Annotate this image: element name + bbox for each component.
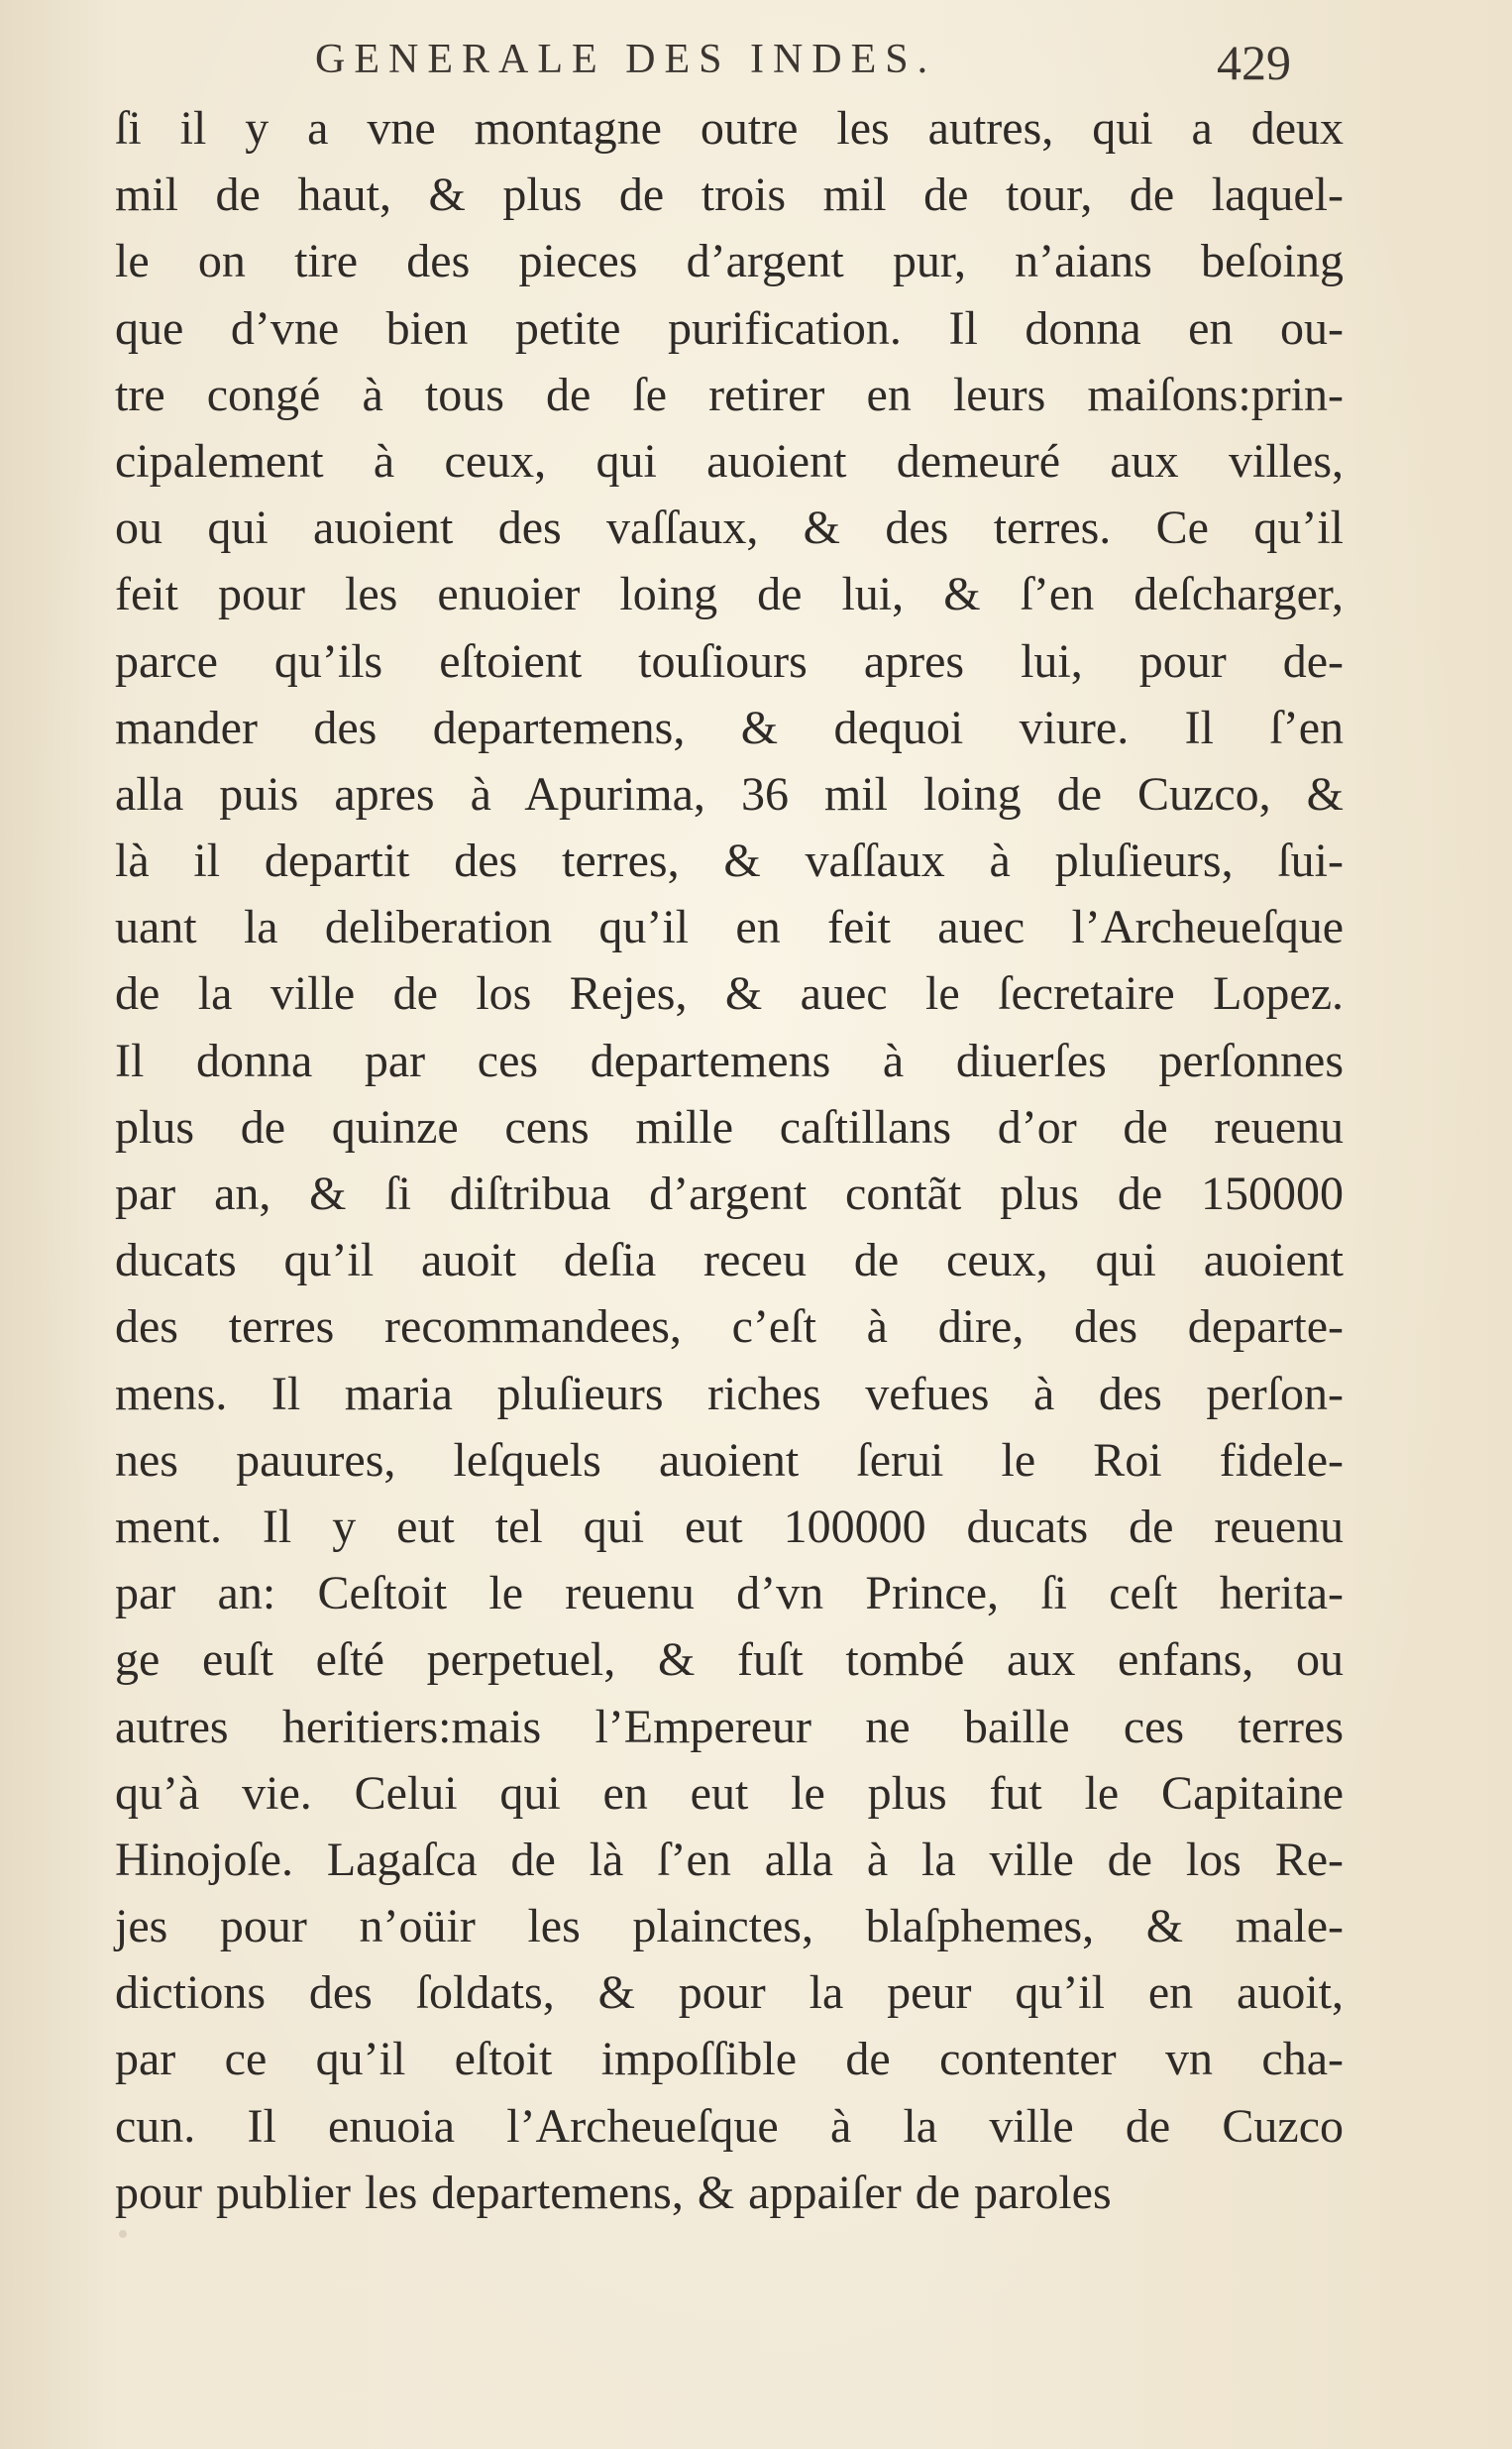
- text-line: le on tire des pieces d’argent pur, n’aians beſoing: [115, 235, 1344, 288]
- text-line: Hinojoſe. Lagaſca de là ſ’en alla à la ville de los Re-: [115, 1833, 1344, 1886]
- text-line: mander des departemens, & dequoi viure. Il ſ’en: [115, 701, 1344, 754]
- text-line: dictions des ſoldats, & pour la peur qu’il en auoit,: [115, 1966, 1344, 2020]
- text-line: feit pour les enuoier loing de lui, & ſ’en deſcharger,: [115, 568, 1344, 621]
- text-line: pour publier les departemens, & appaiſer de paroles: [115, 2166, 1112, 2219]
- text-line: par an, & ſi diſtribua d’argent contãt plus de 150000: [115, 1168, 1344, 1220]
- text-line: ment. Il y eut tel qui eut 100000 ducats de reuenu: [115, 1500, 1344, 1553]
- text-line: ducats qu’il auoit deſia receu de ceux, qui auoient: [115, 1234, 1344, 1287]
- running-title: GENERALE DES INDES.: [315, 37, 937, 82]
- text-line: Il donna par ces departemens à diuerſes perſonnes: [115, 1034, 1344, 1087]
- text-line: des terres recommandees, c’eſt à dire, des departe-: [115, 1300, 1344, 1354]
- text-line: alla puis apres à Apurima, 36 mil loing de Cuzco, &: [115, 767, 1344, 821]
- text-line: par an: Ceſtoit le reuenu d’vn Prince, ſi ceſt herita-: [115, 1567, 1344, 1620]
- text-line: ſi il y a vne montagne outre les autres, qui a deux: [115, 102, 1344, 155]
- text-line: ou qui auoient des vaſſaux, & des terres. Ce qu’il: [115, 501, 1344, 555]
- page-number: 429: [1217, 35, 1291, 90]
- text-line: tre congé à tous de ſe retirer en leurs maiſons:prin-: [115, 368, 1344, 421]
- text-line: uant la deliberation qu’il en feit auec l’Archeueſque: [115, 901, 1344, 954]
- text-line: mil de haut, & plus de trois mil de tour, de laquel-: [115, 168, 1344, 222]
- text-line: de la ville de los Rejes, & auec le ſecretaire Lopez.: [115, 967, 1344, 1021]
- text-line: jes pour n’oüir les plainctes, blaſphemes, & male-: [115, 1900, 1344, 1953]
- text-line: par ce qu’il eſtoit impoſſible de contenter vn cha-: [115, 2033, 1344, 2086]
- text-line: cipalement à ceux, qui auoient demeuré aux villes,: [115, 434, 1344, 488]
- ink-speck: [119, 2230, 127, 2238]
- text-line: cun. Il enuoia l’Archeueſque à la ville de Cuzco: [115, 2099, 1344, 2153]
- body-text: [115, 95, 1344, 2226]
- text-line: que d’vne bien petite purification. Il donna en ou-: [115, 301, 1344, 355]
- text-line: qu’à vie. Celui qui en eut le plus fut le Capitaine: [115, 1766, 1344, 1820]
- text-line: autres heritiers:mais l’Empereur ne baille ces terres: [115, 1700, 1344, 1753]
- text-line: ge euſt eſté perpetuel, & fuſt tombé aux enfans, ou: [115, 1633, 1344, 1687]
- text-line: nes pauures, leſquels auoient ſerui le Roi fidele-: [115, 1433, 1344, 1487]
- text-line: parce qu’ils eſtoient touſiours apres lui, pour de-: [115, 634, 1344, 688]
- text-line: mens. Il maria pluſieurs riches vefues à des perſon-: [115, 1367, 1344, 1420]
- text-line: plus de quinze cens mille caſtillans d’or de reuenu: [115, 1100, 1344, 1154]
- text-line: là il departit des terres, & vaſſaux à pluſieurs, ſui-: [115, 835, 1344, 888]
